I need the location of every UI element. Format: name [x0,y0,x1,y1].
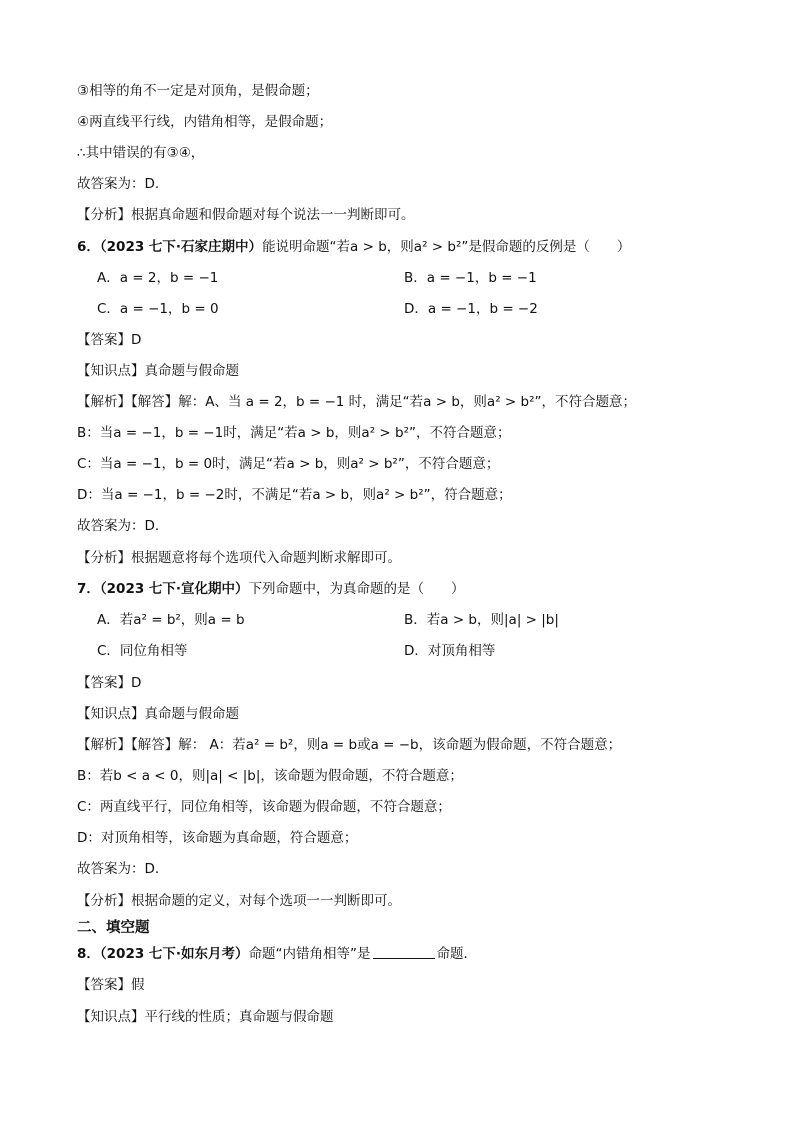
option-c: C．a = −1，b = 0 [97,301,219,317]
fill-blank [373,945,435,959]
question-stem: 能说明命题“若a > b，则a² > b²”是假命题的反例是（ ） [262,239,631,255]
conclusion-line: 故答案为：D. [77,861,160,877]
analysis-line: 【分析】根据真命题和假命题对每个说法一一判断即可。 [77,207,415,223]
text-line: 故答案为：D. [77,176,160,192]
option-d: D．a = −1，b = −2 [404,301,538,317]
knowledge-point: 【知识点】真命题与假命题 [77,363,239,379]
answer-line: 【答案】D [77,332,142,348]
analysis-line: 【分析】根据命题的定义，对每个选项一一判断即可。 [77,893,401,909]
question-7 [77,580,465,598]
question-number: 7． [77,581,100,597]
option-a: A．若a² = b²，则a = b [97,612,245,628]
answer-line: 【答案】D [77,675,142,691]
option-c: C．同位角相等 [97,643,188,659]
question-8 [77,945,477,963]
question-6 [77,238,630,256]
question-stem: 命题“内错角相等”是 [248,946,371,962]
knowledge-point: 【知识点】平行线的性质；真命题与假命题 [77,1009,334,1025]
question-source: （2023 七下·宣化期中） [99,581,249,597]
solution-line: B：若b < a < 0，则|a| < |b|，该命题为假命题，不符合题意； [77,768,463,784]
section-heading: 二、填空题 [77,920,150,936]
analysis-line: 【分析】根据题意将每个选项代入命题判断求解即可。 [77,550,401,566]
solution-line: 【解析】【解答】解：A、当 a = 2，b = −1 时，满足“若a > b，则a² > b²”，不符合题意； [77,394,636,410]
question-stem: 命题． [436,946,478,962]
solution-line: D：当a = −1，b = −2时，不满足“若a > b，则a² > b²”，符合题意； [77,487,512,503]
option-b: B．a = −1，b = −1 [404,270,537,286]
solution-line: 【解析】【解答】解： A：若a² = b²，则a = b或a = −b，该命题为假命题，不符合题意； [77,737,622,753]
question-source: （2023 七下·如东月考） [99,946,249,962]
text-line: ∴其中错误的有③④， [77,145,205,161]
text-line: ③相等的角不一定是对顶角，是假命题； [77,83,319,99]
question-source: （2023 七下·石家庄期中） [99,239,263,255]
solution-line: C：当a = −1，b = 0时，满足“若a > b，则a² > b²”，不符合题意； [77,456,500,472]
question-stem: 下列命题中，为真命题的是（ ） [248,581,465,597]
solution-line: D：对顶角相等，该命题为真命题，符合题意； [77,830,358,846]
answer-line: 【答案】假 [77,977,145,993]
question-number: 8． [77,946,100,962]
option-d: D．对顶角相等 [404,643,496,659]
text-line: ④两直线平行线，内错角相等，是假命题； [77,114,333,130]
option-b: B．若a > b，则|a| > |b| [404,612,559,628]
option-a: A．a = 2，b = −1 [97,270,219,286]
knowledge-point: 【知识点】真命题与假命题 [77,706,239,722]
question-number: 6． [77,239,100,255]
solution-line: B：当a = −1，b = −1时，满足“若a > b，则a² > b²”，不符合题意； [77,425,511,441]
solution-line: C：两直线平行，同位角相等，该命题为假命题，不符合题意； [77,799,451,815]
conclusion-line: 故答案为：D. [77,518,160,534]
